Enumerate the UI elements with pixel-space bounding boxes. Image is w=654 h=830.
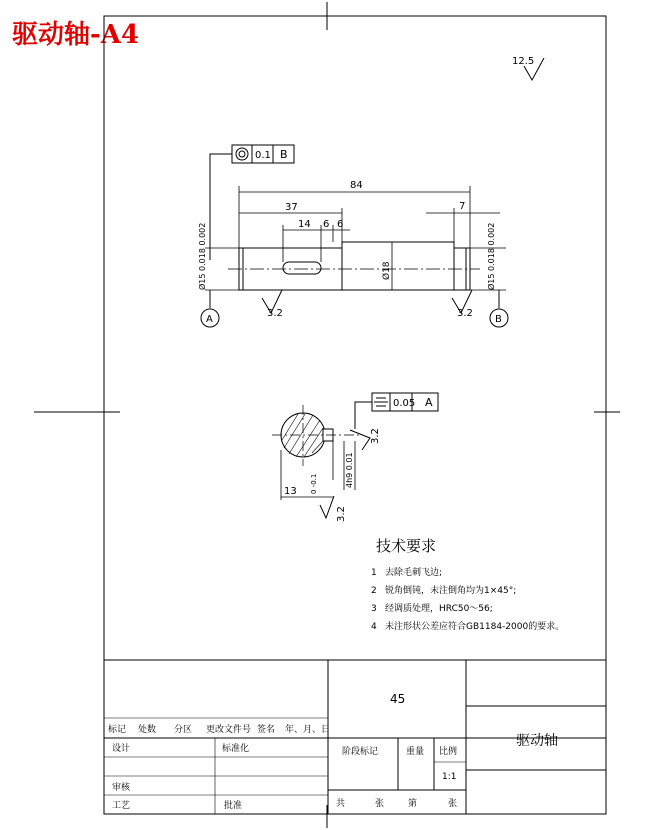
rev-header-2: 分区 bbox=[174, 725, 193, 735]
stage-label: 阶段标记 bbox=[342, 747, 379, 757]
section-dim-tol: 0 -0.1 bbox=[310, 473, 318, 494]
concentricity-value: 0.1 bbox=[255, 150, 271, 161]
tech-heading: 技术要求 bbox=[376, 537, 437, 555]
sheets-label: 张 bbox=[375, 799, 385, 809]
tech-item-4-num: 4 bbox=[371, 622, 377, 632]
section-dim-13: 13 bbox=[284, 486, 297, 497]
dim-key-position bbox=[283, 225, 350, 262]
datum-a-label: A bbox=[206, 314, 213, 325]
roughness-c-label: 3.2 bbox=[370, 428, 381, 444]
concentricity-frame bbox=[210, 145, 294, 260]
dim-dia15-left: Ø15 0.018 0.002 bbox=[198, 222, 207, 290]
sheet-label: 张 bbox=[448, 799, 458, 809]
design-label: 设计 bbox=[112, 744, 131, 754]
material-label: 45 bbox=[390, 692, 406, 706]
scale-value: 1:1 bbox=[442, 772, 457, 782]
symmetry-datum: A bbox=[425, 396, 433, 409]
symmetry-value: 0.05 bbox=[393, 398, 416, 409]
roughness-b-label: 3.2 bbox=[457, 308, 473, 319]
rev-header-0: 标记 bbox=[108, 725, 127, 735]
process-label: 工艺 bbox=[112, 801, 131, 811]
part-name: 驱动轴 bbox=[516, 733, 558, 749]
rev-header-3: 更改文件号 bbox=[206, 725, 252, 735]
rev-header-5: 年、月、日 bbox=[285, 725, 331, 735]
weight-label: 重量 bbox=[406, 747, 425, 757]
roughness-a-label: 3.2 bbox=[267, 308, 283, 319]
tech-item-1-num: 1 bbox=[371, 568, 377, 578]
rev-header-1: 处数 bbox=[138, 725, 157, 735]
tech-item-1: 去除毛刺飞边; bbox=[385, 568, 443, 578]
roughness-d bbox=[320, 496, 334, 518]
approve-label: 批准 bbox=[224, 801, 243, 811]
datum-b-label: B bbox=[495, 314, 502, 325]
page-label: 第 bbox=[408, 799, 418, 809]
rev-header-4: 签名 bbox=[257, 725, 276, 735]
scale-label: 比例 bbox=[439, 747, 458, 757]
total-label: 共 bbox=[336, 799, 346, 809]
dim-dia15-right: Ø15 0.018 0.002 bbox=[487, 222, 496, 290]
dim-6a-label: 6 bbox=[323, 219, 330, 230]
review-label: 审核 bbox=[112, 783, 131, 793]
tech-item-3: 经调质处理，HRC50～56; bbox=[385, 604, 493, 614]
drawing-title: 驱动轴-A4 bbox=[12, 20, 140, 50]
dim-14-label: 14 bbox=[298, 219, 311, 230]
dim-6b-label: 6 bbox=[337, 219, 344, 230]
shaft-outline bbox=[239, 242, 470, 290]
dim-overall-label: 84 bbox=[350, 180, 363, 191]
dim-overall bbox=[239, 186, 470, 248]
tech-item-4: 未注形状公差应符合GB1184-2000的要求。 bbox=[385, 622, 565, 632]
roughness-general: 12.5 bbox=[512, 56, 535, 67]
dim-7-label: 7 bbox=[459, 201, 466, 212]
keyway-slot bbox=[283, 262, 321, 274]
roughness-c bbox=[350, 430, 370, 450]
roughness-d-label: 3.2 bbox=[336, 506, 347, 522]
section-dim-key: 4h9 0.01 bbox=[345, 452, 354, 488]
tech-item-2: 锐角倒钝，未注倒角均为1×45°; bbox=[385, 586, 517, 596]
dim-dia18: Ø18 bbox=[382, 261, 392, 280]
concentricity-datum: B bbox=[280, 148, 288, 161]
tech-item-2-num: 2 bbox=[371, 586, 377, 596]
dim-37-label: 37 bbox=[285, 202, 298, 213]
standard-label: 标准化 bbox=[222, 744, 250, 754]
tech-item-3-num: 3 bbox=[371, 604, 377, 614]
